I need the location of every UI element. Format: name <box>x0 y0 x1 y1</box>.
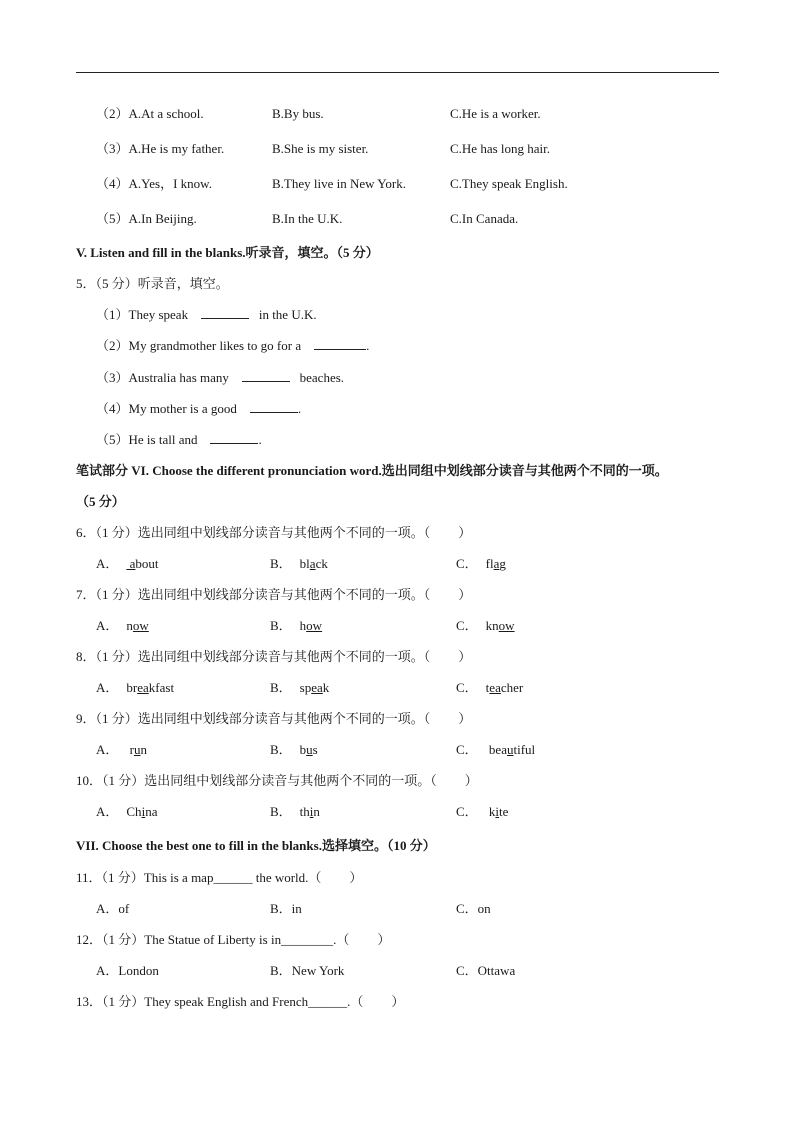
word-underlined: u <box>506 742 514 757</box>
fill-blank[interactable] <box>250 401 298 413</box>
letter: A． <box>96 680 119 695</box>
item-text: . <box>258 432 262 447</box>
item-text: They speak <box>128 307 189 322</box>
q12-option-b[interactable]: B．New York <box>270 963 345 978</box>
section-7-heading: VII. Choose the best one to fill in the blanks.选择填空。（10 分） <box>76 838 436 853</box>
question-12-stem <box>76 932 390 948</box>
word-underlined: ea <box>489 680 501 695</box>
letter: B． <box>270 804 292 819</box>
question-10-stem <box>76 773 478 789</box>
word-prefix: fl <box>485 556 494 571</box>
q10-option-c[interactable] <box>456 804 508 820</box>
q6-option-c[interactable] <box>456 556 506 572</box>
word-prefix: r <box>126 742 134 757</box>
word-underlined: i <box>309 804 314 819</box>
word-suffix: kfast <box>148 680 175 695</box>
word-suffix: n <box>313 804 320 819</box>
q6-option-b[interactable] <box>270 556 328 572</box>
letter: B． <box>270 556 292 571</box>
word-suffix: tiful <box>513 742 536 757</box>
q5-item-4 <box>96 401 301 417</box>
letter: C． <box>456 618 478 633</box>
word-prefix: th <box>299 804 310 819</box>
q10-option-a[interactable] <box>96 804 157 820</box>
section-6-heading: 笔试部分 VI. Choose the different pronunciation word.选出同组中划线部分读音与其他两个不同的一项。 <box>76 463 668 478</box>
item-text: My grandmother likes to go for a <box>128 338 302 353</box>
letter: C． <box>456 556 478 571</box>
word-underlined: ow <box>132 618 149 633</box>
q9-option-c[interactable] <box>456 742 535 758</box>
word-underlined: a <box>126 556 136 571</box>
letter: C． <box>456 680 478 695</box>
word-underlined: i <box>495 804 500 819</box>
item-number: （5） <box>96 432 129 447</box>
fill-blank[interactable] <box>314 338 366 350</box>
question-text: 13．（1 分）They speak English and French______.（ <box>76 994 364 1009</box>
word-prefix: Ch <box>126 804 142 819</box>
item-text: beaches. <box>299 370 345 385</box>
option-a[interactable]: A.At a school. <box>128 106 204 121</box>
item-text: . <box>366 338 370 353</box>
letter: B． <box>270 680 292 695</box>
q8-option-c[interactable] <box>456 680 523 696</box>
word-underlined: ow <box>306 618 323 633</box>
q9-option-a[interactable] <box>96 742 147 758</box>
option-a[interactable]: A.In Beijing. <box>128 211 197 226</box>
q7-option-b[interactable] <box>270 618 322 634</box>
word-prefix: bea <box>485 742 507 757</box>
word-suffix: ck <box>315 556 328 571</box>
letter: A． <box>96 804 119 819</box>
option-c[interactable]: C.In Canada. <box>450 211 519 226</box>
word-suffix: te <box>499 804 509 819</box>
q12-option-c[interactable]: C．Ottawa <box>456 963 516 978</box>
paren-close: ） <box>377 932 391 947</box>
word-prefix: sp <box>299 680 312 695</box>
q7-option-c[interactable] <box>456 618 515 634</box>
word-suffix: na <box>145 804 158 819</box>
section-6-heading-score: （5 分） <box>76 494 125 509</box>
q12-option-a[interactable]: A．London <box>96 963 159 978</box>
item-text: He is tall and <box>128 432 198 447</box>
item-number: （4） <box>96 401 129 416</box>
letter: C． <box>456 804 478 819</box>
word-suffix: k <box>322 680 330 695</box>
question-text: 11．（1 分）This is a map______ the world.（ <box>76 870 322 885</box>
word-underlined: u <box>133 742 141 757</box>
question-text: 12．（1 分）The Statue of Liberty is in________.（ <box>76 932 350 947</box>
word-prefix: n <box>126 618 133 633</box>
word-prefix: k <box>485 804 496 819</box>
question-text: 8．（1 分）选出同组中划线部分读音与其他两个不同的一项。（ <box>76 649 431 664</box>
question-9-stem <box>76 711 471 727</box>
question-text: 9．（1 分）选出同组中划线部分读音与其他两个不同的一项。（ <box>76 711 431 726</box>
q4-item-2 <box>96 106 204 122</box>
paren-close: ） <box>464 773 478 788</box>
q11-option-b[interactable]: B．in <box>270 901 302 916</box>
word-underlined: u <box>306 742 313 757</box>
letter: C． <box>456 742 478 757</box>
item-number: （5） <box>96 211 129 226</box>
option-c[interactable]: C.They speak English. <box>450 176 568 191</box>
item-text: . <box>297 401 302 416</box>
option-b[interactable]: B.She is my sister. <box>272 141 369 156</box>
q4-item-3 <box>96 141 224 157</box>
question-6-stem <box>76 525 471 541</box>
word-suffix: g <box>499 556 506 571</box>
option-b[interactable]: B.By bus. <box>272 106 324 121</box>
question-text: 7．（1 分）选出同组中划线部分读音与其他两个不同的一项。（ <box>76 587 431 602</box>
word-prefix: h <box>299 618 307 633</box>
item-number: （2） <box>96 338 129 353</box>
q6-option-a[interactable] <box>96 556 159 572</box>
q7-option-a[interactable] <box>96 618 149 634</box>
word-underlined: ea <box>137 680 149 695</box>
q9-option-b[interactable] <box>270 742 318 758</box>
question-text: 10．（1 分）选出同组中划线部分读音与其他两个不同的一项。（ <box>76 773 437 788</box>
q8-option-b[interactable] <box>270 680 329 696</box>
item-text: Australia has many <box>128 370 229 385</box>
q10-option-b[interactable] <box>270 804 320 820</box>
q4-item-4 <box>96 176 212 192</box>
item-number: （2） <box>96 106 129 121</box>
word-prefix: bl <box>299 556 310 571</box>
word-prefix: b <box>299 742 307 757</box>
paren-close: ） <box>349 870 363 885</box>
letter: A． <box>96 742 119 757</box>
section-5-heading: V. Listen and fill in the blanks.听录音，填空。（5 分） <box>76 245 379 260</box>
paren-close: ） <box>458 649 472 664</box>
item-text: in the U.K. <box>258 307 317 322</box>
option-a[interactable]: A.Yes，I know. <box>128 176 212 191</box>
q11-option-a[interactable]: A．of <box>96 901 130 916</box>
q5-item-2 <box>96 338 369 354</box>
option-b[interactable]: B.In the U.K. <box>272 211 343 226</box>
page-top-rule <box>76 72 719 73</box>
item-number: （3） <box>96 370 129 385</box>
letter: A． <box>96 618 119 633</box>
paren-close: ） <box>458 525 472 540</box>
paren-close: ） <box>391 994 405 1009</box>
item-number: （4） <box>96 176 129 191</box>
option-a[interactable]: A.He is my father. <box>128 141 225 156</box>
q4-item-5 <box>96 211 197 227</box>
word-suffix: n <box>140 742 147 757</box>
word-prefix: kn <box>485 618 499 633</box>
word-underlined: ow <box>498 618 515 633</box>
q5-item-1 <box>96 307 317 323</box>
word-underlined: i <box>141 804 146 819</box>
letter: A． <box>96 556 119 571</box>
letter: B． <box>270 742 292 757</box>
question-7-stem <box>76 587 471 603</box>
word-prefix: t <box>485 680 490 695</box>
option-b[interactable]: B.They live in New York. <box>272 176 406 191</box>
word-underlined: ea <box>311 680 323 695</box>
question-11-stem <box>76 870 362 886</box>
word-prefix: br <box>126 680 138 695</box>
item-number: （1） <box>96 307 129 322</box>
option-c[interactable]: C.He is a worker. <box>450 106 541 121</box>
word-suffix: s <box>312 742 318 757</box>
paren-close: ） <box>458 711 472 726</box>
question-5-stem: 5．（5 分）听录音，填空。 <box>76 276 229 291</box>
question-13-stem <box>76 994 404 1010</box>
paren-close: ） <box>458 587 472 602</box>
word-suffix: bout <box>135 556 159 571</box>
option-c[interactable]: C.He has long hair. <box>450 141 551 156</box>
question-8-stem <box>76 649 471 665</box>
q11-option-c[interactable]: C．on <box>456 901 491 916</box>
item-text: My mother is a good <box>128 401 237 416</box>
fill-blank[interactable] <box>242 370 290 382</box>
letter: B． <box>270 618 292 633</box>
word-suffix: cher <box>500 680 524 695</box>
fill-blank[interactable] <box>210 432 258 444</box>
q5-item-3 <box>96 370 344 386</box>
word-underlined: a <box>493 556 500 571</box>
fill-blank[interactable] <box>201 307 249 319</box>
item-number: （3） <box>96 141 129 156</box>
question-text: 6．（1 分）选出同组中划线部分读音与其他两个不同的一项。（ <box>76 525 431 540</box>
word-underlined: a <box>309 556 316 571</box>
q8-option-a[interactable] <box>96 680 174 696</box>
q5-item-5 <box>96 432 262 448</box>
